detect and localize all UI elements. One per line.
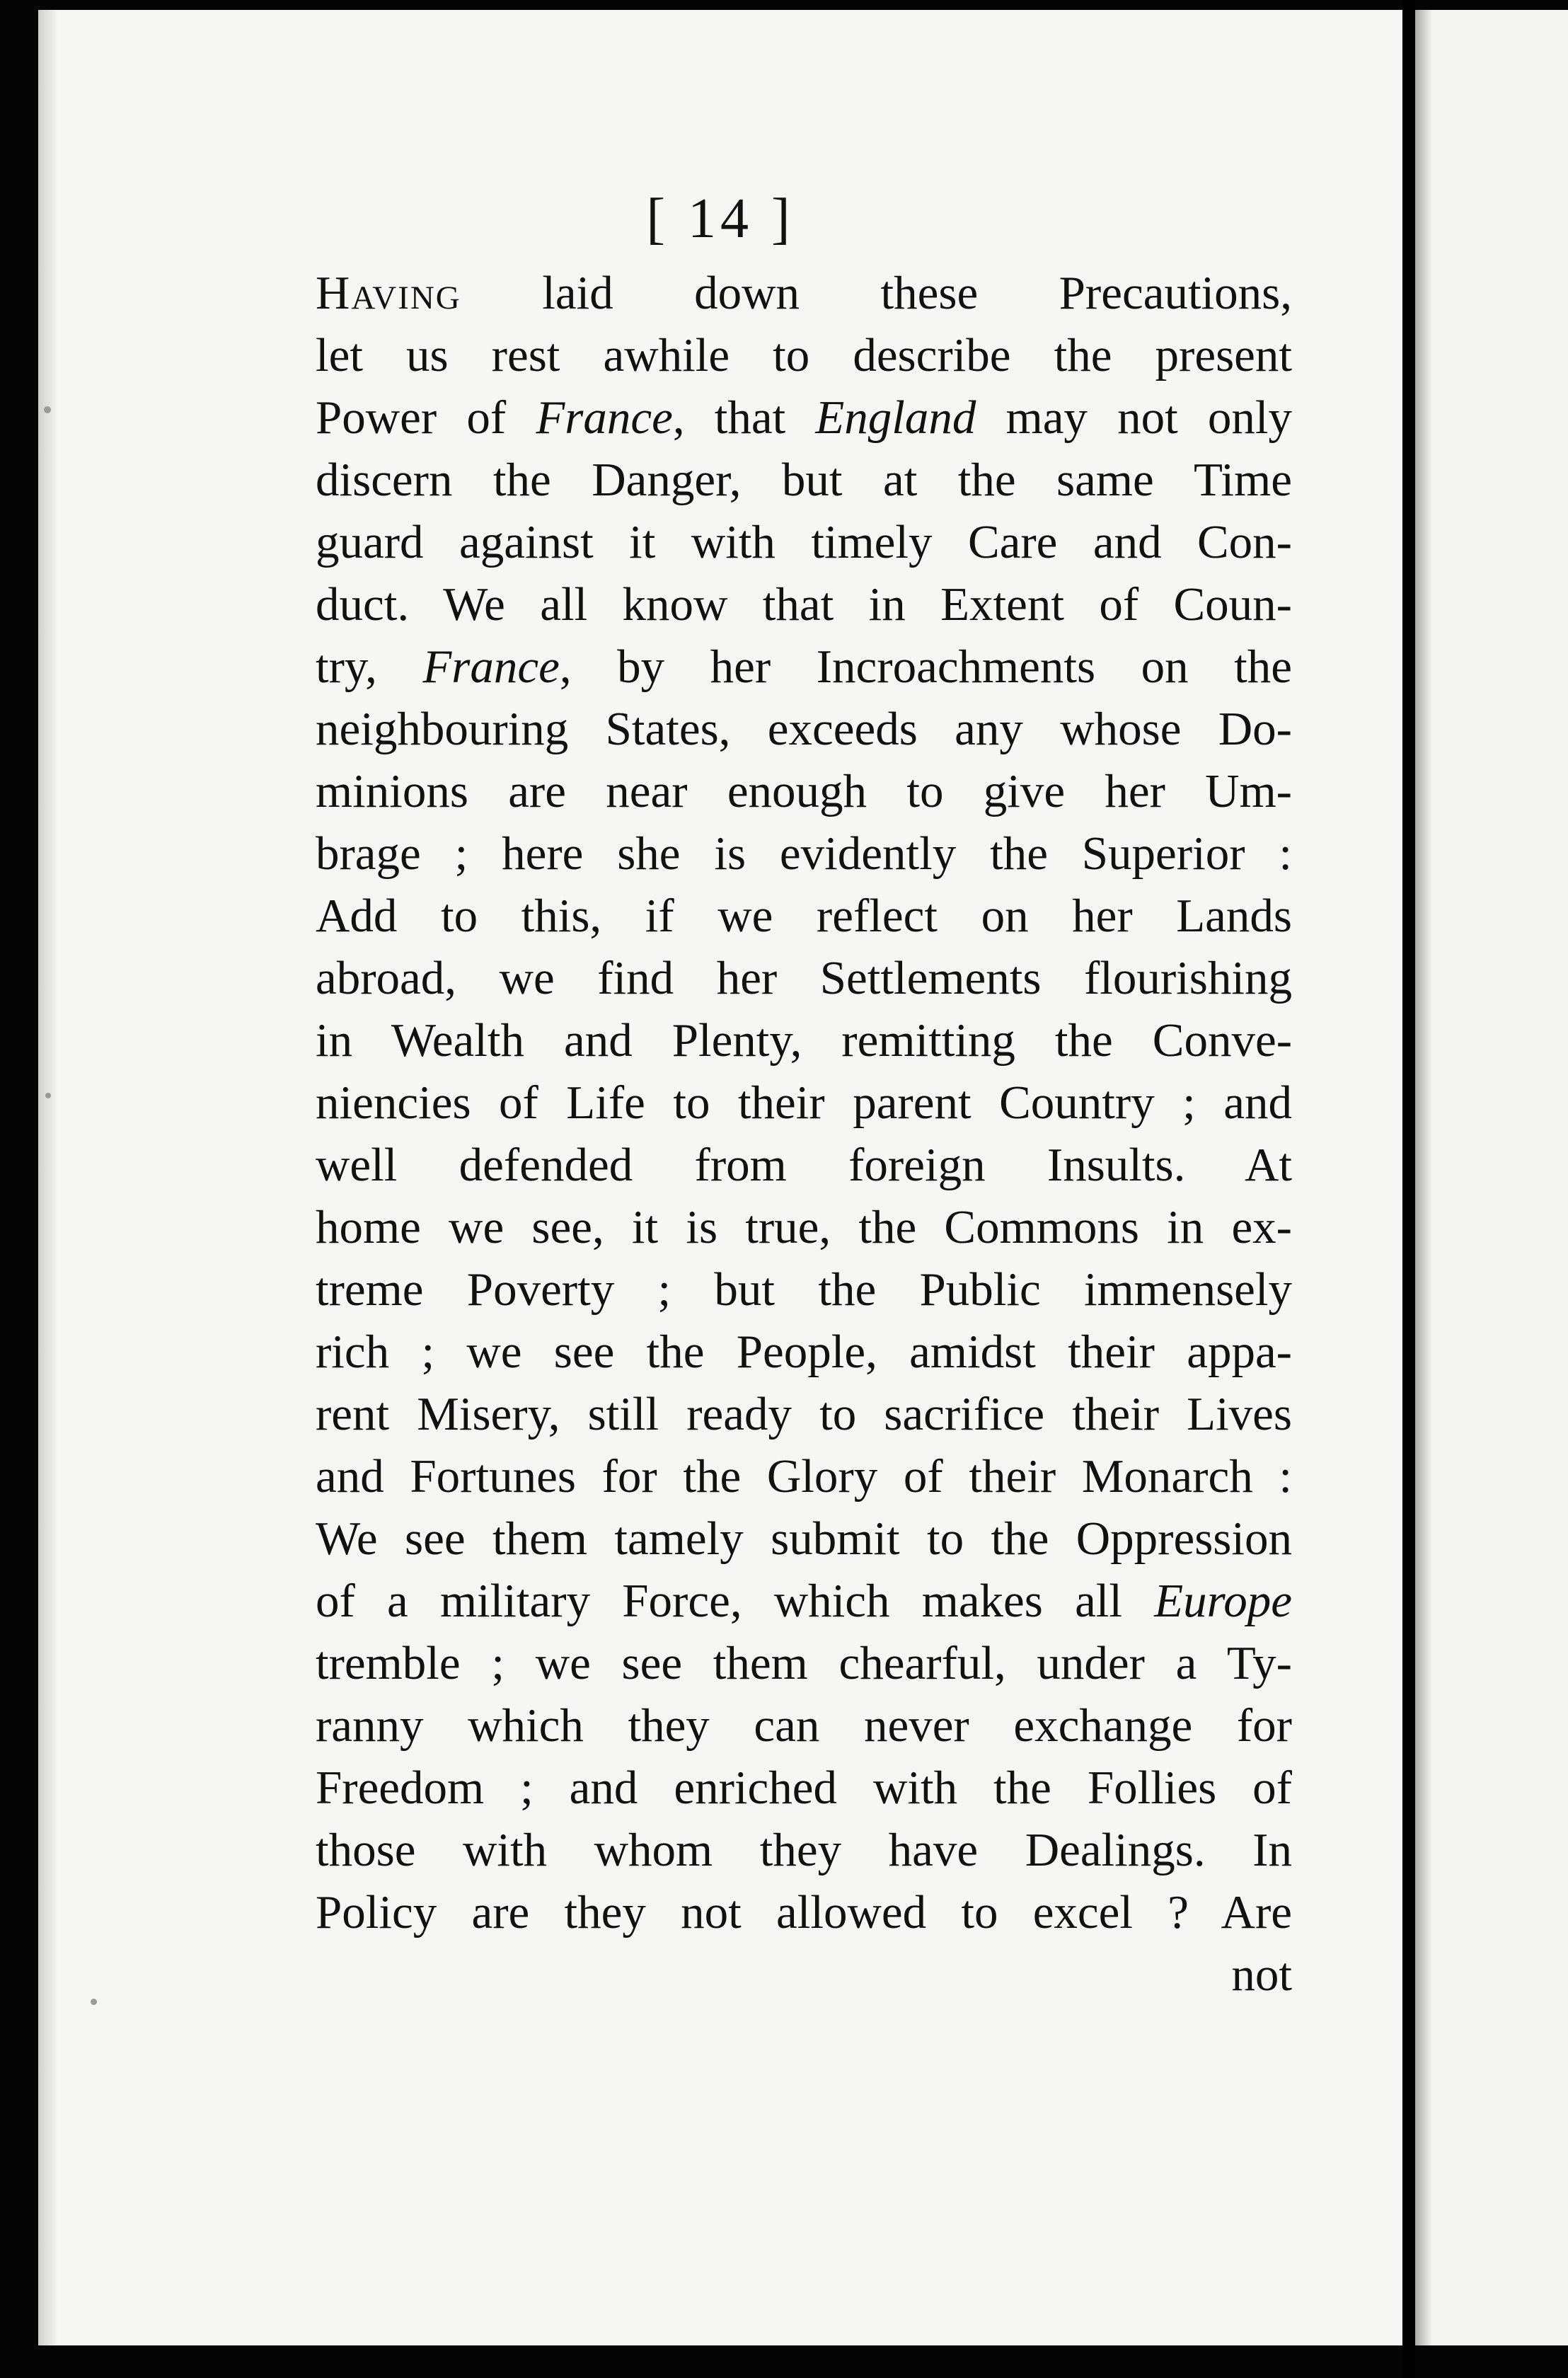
- facing-page-edge-letter: [1541, 1373, 1568, 1435]
- facing-page-shadow: [1415, 10, 1432, 2345]
- book-page: [38, 10, 1402, 2345]
- text-line: [316, 1196, 1292, 1258]
- text-run: may not only: [976, 391, 1292, 444]
- facing-page-edge-letter: [1541, 1934, 1568, 1996]
- facing-page-edge-letter: [1541, 1435, 1568, 1498]
- text-run: Freedom ; and enriched with the Follies of: [316, 1762, 1292, 1814]
- text-line: [316, 822, 1292, 885]
- text-line: [316, 1943, 1292, 2006]
- text-run: guard against it with timely Care and Con-: [316, 516, 1292, 568]
- text-line: [316, 262, 1292, 324]
- text-run: Power of: [316, 391, 536, 444]
- page-number: [ 14 ]: [646, 188, 795, 250]
- facing-page-edge-letter: [1541, 314, 1568, 377]
- text-run: Policy are they not allowed to excel ? Are: [316, 1886, 1292, 1938]
- facing-page-edge-letter: [1541, 439, 1568, 501]
- text-line: [316, 449, 1292, 511]
- text-run: duct. We all know that in Extent of Coun-: [316, 578, 1292, 631]
- text-line: [316, 511, 1292, 573]
- italic-word: Europe: [1154, 1575, 1292, 1627]
- facing-page-edge-letter: [1541, 688, 1568, 750]
- text-run: let us rest awhile to describe the present: [316, 329, 1292, 381]
- text-line: [316, 1507, 1292, 1570]
- text-line: [316, 1009, 1292, 1072]
- facing-page-edge-letter: [1541, 937, 1568, 999]
- book-gutter: [1402, 0, 1415, 2378]
- text-line: [316, 1570, 1292, 1632]
- text-line: [316, 1445, 1292, 1507]
- text-line: [316, 386, 1292, 449]
- text-line: [316, 636, 1292, 698]
- scan-speck: [91, 1999, 97, 2005]
- text-line: [316, 1134, 1292, 1196]
- facing-page-edge-letter: [1541, 1871, 1568, 1934]
- text-run: minions are near enough to give her Um-: [316, 765, 1292, 817]
- text-run: treme Poverty ; but the Public immensely: [316, 1263, 1292, 1316]
- text-run: We see them tamely submit to the Oppression: [316, 1512, 1292, 1565]
- facing-page-edge-letter: [1541, 812, 1568, 875]
- text-run: rent Misery, still ready to sacrifice their Lives: [316, 1388, 1292, 1440]
- text-line: [316, 698, 1292, 760]
- facing-page-edge-letter: [1541, 1124, 1568, 1186]
- facing-page-edge-letter: [1541, 750, 1568, 812]
- text-run: brage ; here she is evidently the Superior :: [316, 827, 1292, 880]
- facing-page-edge-letter: [1541, 1062, 1568, 1124]
- text-line: [316, 1258, 1292, 1321]
- facing-page-edge-text: [1541, 252, 1568, 1996]
- facing-page-edge-letter: [1541, 626, 1568, 688]
- text-run: , that: [672, 391, 816, 444]
- text-run: , by her Incroachments on the: [559, 641, 1293, 693]
- italic-word: France: [536, 391, 673, 444]
- text-line: [316, 760, 1292, 822]
- smallcaps-word: Having: [316, 267, 461, 319]
- facing-page-edge-letter: [1541, 1186, 1568, 1248]
- italic-word: France: [422, 641, 560, 693]
- facing-page-edge-letter: [1541, 501, 1568, 563]
- facing-page-edge-letter: [1541, 563, 1568, 626]
- text-run: well defended from foreign Insults. At: [316, 1139, 1292, 1191]
- text-line: [316, 1072, 1292, 1134]
- facing-page-edge-letter: [1541, 1809, 1568, 1871]
- facing-page-edge-letter: [1541, 1248, 1568, 1311]
- text-run: niencies of Life to their parent Country ; and: [316, 1076, 1292, 1129]
- facing-page-edge-letter: [1541, 1311, 1568, 1373]
- facing-page-edge-letter: [1541, 875, 1568, 937]
- text-run: discern the Danger, but at the same Time: [316, 454, 1292, 506]
- text-line: [316, 324, 1292, 386]
- text-run: abroad, we find her Settlements flourishing: [316, 952, 1292, 1004]
- text-line: [316, 1321, 1292, 1383]
- text-run: neighbouring States, exceeds any whose Do-: [316, 703, 1292, 755]
- facing-page-edge-letter: [1541, 1747, 1568, 1809]
- italic-word: England: [815, 391, 976, 444]
- text-line: [316, 947, 1292, 1009]
- text-run: home we see, it is true, the Commons in ex-: [316, 1201, 1292, 1253]
- text-run: ranny which they can never exchange for: [316, 1699, 1292, 1752]
- scan-speck: [44, 406, 51, 413]
- text-run: of a military Force, which makes all: [316, 1575, 1155, 1627]
- text-line: [316, 1694, 1292, 1757]
- text-run: try,: [316, 641, 423, 693]
- facing-page-edge-letter: [1541, 1498, 1568, 1560]
- text-run: laid down these Precautions,: [461, 267, 1292, 319]
- page-edge-shadow: [38, 10, 58, 2345]
- facing-page-edge-letter: [1541, 252, 1568, 314]
- facing-page-edge-letter: [1541, 1560, 1568, 1622]
- body-text: [316, 262, 1292, 2006]
- scan-speck: [45, 1093, 51, 1098]
- facing-page-edge-letter: [1541, 1684, 1568, 1747]
- text-run: not: [1231, 1948, 1292, 2001]
- text-run: Add to this, if we reflect on her Lands: [316, 890, 1292, 942]
- text-run: and Fortunes for the Glory of their Monarch :: [316, 1450, 1292, 1503]
- text-line: [316, 885, 1292, 947]
- text-line: [316, 573, 1292, 636]
- text-run: tremble ; we see them chearful, under a Ty-: [316, 1637, 1292, 1689]
- facing-page-edge-letter: [1541, 1622, 1568, 1684]
- facing-page-edge-letter: [1541, 377, 1568, 439]
- text-run: in Wealth and Plenty, remitting the Conve-: [316, 1014, 1292, 1067]
- text-line: [316, 1383, 1292, 1445]
- text-run: those with whom they have Dealings. In: [316, 1824, 1292, 1876]
- facing-page-edge-letter: [1541, 999, 1568, 1062]
- text-line: [316, 1632, 1292, 1694]
- text-line: [316, 1881, 1292, 1943]
- text-line: [316, 1819, 1292, 1881]
- text-line: [316, 1757, 1292, 1819]
- text-run: rich ; we see the People, amidst their appa-: [316, 1326, 1292, 1378]
